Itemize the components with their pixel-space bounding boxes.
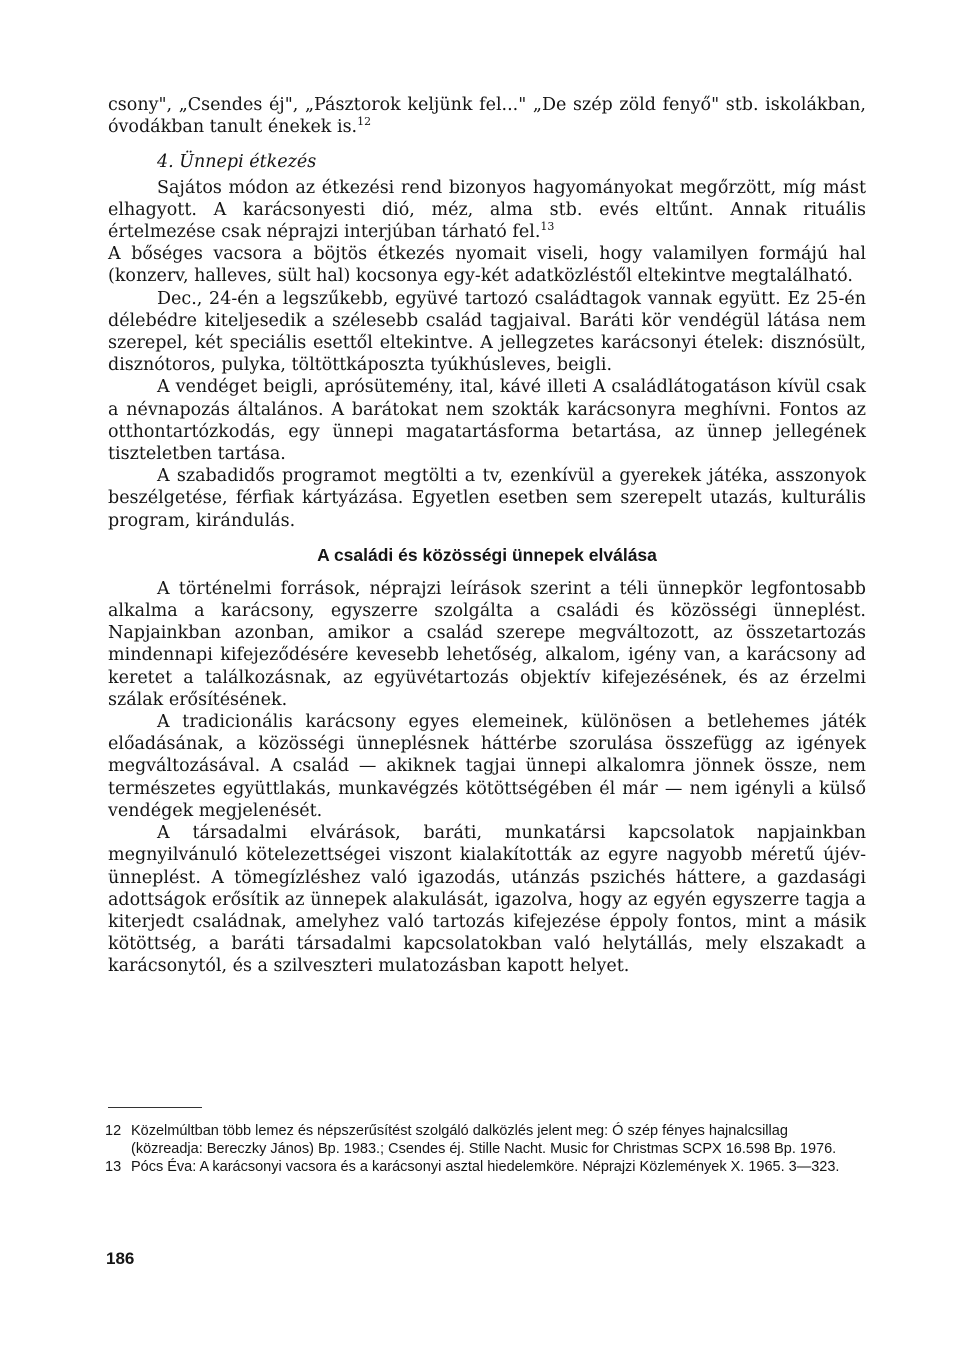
paragraph-text: Sajátos módon az étkezési rend bizonyos hagyományokat megőrzött, míg mást elhagyott. A karácsonyesti dió, méz, alma stb. evés eltűnt. Annak rituális értelmezése csak néprajzi interjúban tárható fel.: [108, 177, 866, 243]
footnote-13: [105, 1159, 857, 1177]
paragraph: A bőséges vacsora a böjtös étkezés nyomait viseli, hogy valamilyen formájú hal (konzerv, halleves, sült hal) kocsonya egy-két adatközléstől eltekintve megtalálható.: [108, 244, 866, 287]
opening-text: csony", „Csendes éj", „Pásztorok keljünk fel..." „De szép zöld fenyő" stb. iskolákban, óvodákban tanult énekek is.: [108, 95, 866, 138]
paragraph: A vendéget beigli, aprósütemény, ital, kávé illeti A családlátogatáson kívül csak a névnapozás általános. A barátokat nem szokták karácsonyra meghívni. Fontos az otthontartózkodás, egy ünnepi magatartásforma betartása, az ünnep jellegének tiszteletben tartása.: [108, 377, 866, 465]
footnote-12: [105, 1123, 857, 1158]
footnote-ref-12[interactable]: 12: [357, 115, 372, 129]
paragraph: Dec., 24-én a legszűkebb, együvé tartozó családtagok vannak együtt. Ez 25-én délebédre kiteljesedik a szélesebb család tagjaival. Baráti kör vendégül látása nem szerepel, két speciális esettől eltekintve. A jellegzetes karácsonyi ételek: disznósült, disznótoros, pulyka, töltöttkáposzta tyúkhúsleves, beigli.: [108, 288, 866, 376]
paragraph: A tradicionális karácsony egyes elemeinek, különösen a betlehemes játék előadásának, a közösségi ünneplésnek háttérbe szorulása összefügg az igények megváltozásával. A család — akiknek tagjai ünnepi alkalomra jönnek össze, nem természetes együttlakás, munkavégzés kötöttségében él már — nem igényli a külső vendégek megjelenését.: [108, 712, 866, 821]
section-title: A családi és közösségi ünnepek elválása: [317, 544, 657, 565]
footnote-ref-13[interactable]: 13: [540, 220, 555, 234]
footnote-text: Közelmúltban több lemez és népszerűsítést szolgáló dalközlés jelent meg: Ó szép fényes hajnalcsillag (közreadja: Bereczky János) Bp. 1983.; Csendes éj. Stille Nacht. Music for Christmas SCPX 16.598 Bp. 1976.: [131, 1123, 837, 1157]
footnote-divider: [108, 1107, 202, 1108]
paragraph: A történelmi források, néprajzi leírások szerint a téli ünnepkör legfontosabb alkalma a karácsony, egyszerre szolgálta a családi és közösségi ünneplést. Napjainkban azonban, amikor a család szerepe megváltozott, az összetartozás mindennapi kifejeződésére kevesebb lehetőség, alkalom, igény van, a karácsony ad keretet a találkozásnak, az együvétartozás objektív kifejezésének, és az érzelmi szálak erősítésének.: [108, 578, 866, 710]
paragraph: [108, 177, 866, 244]
footnotes: [105, 1123, 857, 1178]
section-4-heading: 4. Ünnepi étkezés: [157, 152, 317, 173]
paragraph: A társadalmi elvárások, baráti, munkatársi kapcsolatok napjainkban megnyilvánuló kötelezettségei viszont kialakították az egyre nagyobb méretű újév-ünneplést. A tömegízléshez való igazodás, utánzás pszichés háttere, a gazdasági adottságok erősítik az ünnepek alakulását, igazolva, hogy az egyén egyszerre tagja a kiterjedt családnak, amelyhez való tartozás kifejezése éppoly fontos, mint a másik kötöttség, a baráti társadalmi kapcsolatokban való helytállás, mely elszakadt a karácsonytól, és a szilveszteri mulatozásban kapott helyet.: [108, 823, 866, 977]
page-body: [108, 94, 866, 978]
page-number: 186: [106, 1249, 135, 1268]
footnote-number: 12: [105, 1123, 122, 1139]
opening-paragraph: [108, 94, 866, 138]
footnote-text: Pócs Éva: A karácsonyi vacsora és a karácsonyi asztal hiedelemköre. Néprajzi Közlemények X. 1965. 3—323.: [131, 1159, 840, 1175]
footnote-number: 13: [105, 1159, 122, 1175]
paragraph: A szabadidős programot megtölti a tv, ezenkívül a gyerekek játéka, asszonyok beszélgetése, férfiak kártyázása. Egyetlen esetben sem szerepelt utazás, kulturális program, kirándulás.: [108, 466, 866, 531]
